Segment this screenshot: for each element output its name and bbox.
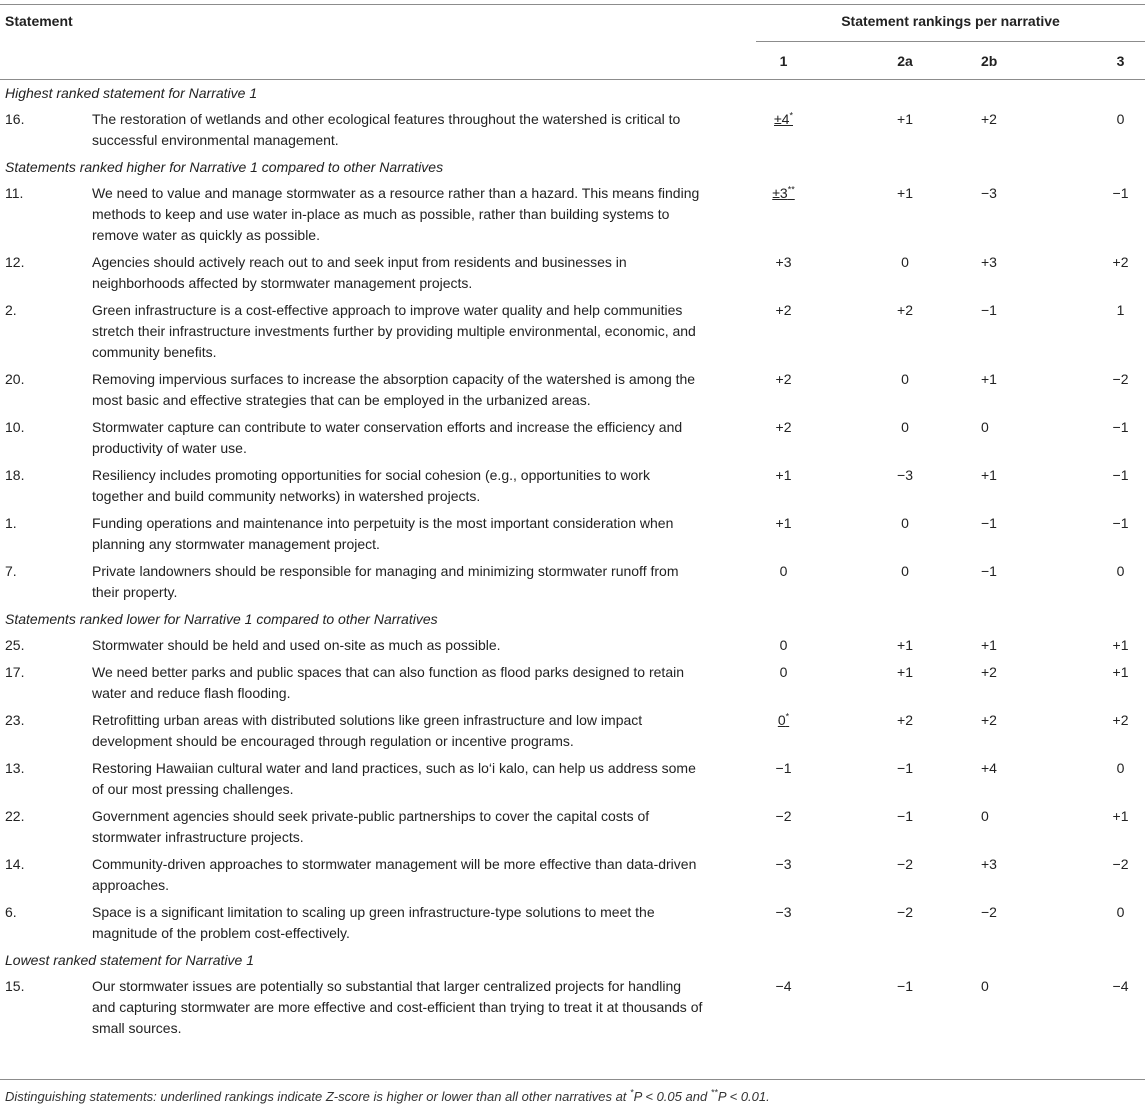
rank-narrative-1 xyxy=(756,462,811,510)
rank-narrative-2b: +1 xyxy=(981,467,997,483)
bottom-rule xyxy=(0,1079,1145,1080)
rank-narrative-3: −1 xyxy=(1112,467,1129,483)
rank-narrative-3: −2 xyxy=(1112,856,1129,872)
table-row xyxy=(0,106,1145,154)
statement-number: 1. xyxy=(5,515,17,531)
rank-narrative-2b: 0 xyxy=(981,419,989,435)
rank-narrative-1 xyxy=(756,803,811,851)
section-label: Lowest ranked statement for Narrative 1 xyxy=(5,951,255,968)
rank-narrative-1 xyxy=(756,297,811,366)
table-row xyxy=(0,851,1145,899)
rank-narrative-2b: 0 xyxy=(981,978,989,994)
rank-narrative-3: −2 xyxy=(1112,371,1129,387)
statement-number: 20. xyxy=(5,371,25,387)
rank-narrative-2a: −2 xyxy=(897,904,913,920)
statement-text: We need better parks and public spaces that can also function as flood parks designed to retain water and reduce flash flooding. xyxy=(92,664,684,701)
section-label: Highest ranked statement for Narrative 1 xyxy=(5,84,258,101)
statement-number: 14. xyxy=(5,856,25,872)
table-body xyxy=(0,80,1145,1042)
statement-text: We need to value and manage stormwater as a resource rather than a hazard. This means finding methods to keep and use water in-place as much as possible, rather than building systems to remove water as quickly as possible. xyxy=(92,185,700,243)
statement-number: 13. xyxy=(5,760,25,776)
statement-text: Resiliency includes promoting opportunities for social cohesion (e.g., opportunities to work together and build community networks) in watershed projects. xyxy=(92,467,650,504)
rank-narrative-2a: +1 xyxy=(897,111,913,127)
header-narrative-3: 3 xyxy=(1116,52,1125,69)
rank-value: +1 xyxy=(775,467,792,483)
rank-narrative-2b: −2 xyxy=(981,904,997,920)
header-rankings: Statement rankings per narrative xyxy=(841,12,1060,29)
statement-text: Community-driven approaches to stormwater management will be more effective than data-driven approaches. xyxy=(92,856,697,893)
section-row xyxy=(0,80,1145,106)
statement-number: 17. xyxy=(5,664,25,680)
rank-narrative-2a: −1 xyxy=(897,808,913,824)
statement-number: 2. xyxy=(5,302,17,318)
rank-narrative-2a: −1 xyxy=(897,978,913,994)
rank-narrative-2a: +1 xyxy=(897,664,913,680)
rank-narrative-1 xyxy=(756,106,811,154)
rank-value: +3 xyxy=(775,254,792,270)
statement-number: 12. xyxy=(5,254,25,270)
section-row xyxy=(0,154,1145,180)
distinguishing-rank xyxy=(774,111,793,127)
statement-number: 6. xyxy=(5,904,17,920)
statement-text: Space is a significant limitation to scaling up green infrastructure-type solutions to meet the magnitude of the problem cost-effectively. xyxy=(92,904,655,941)
rank-value: +2 xyxy=(775,419,792,435)
rank-value: 0 xyxy=(779,664,788,680)
statement-text: Removing impervious surfaces to increase the absorption capacity of the watershed is among the most basic and effective strategies that can be employed in the urbanized areas. xyxy=(92,371,696,408)
rank-narrative-3: −1 xyxy=(1112,515,1129,531)
section-row xyxy=(0,606,1145,632)
rank-narrative-1 xyxy=(756,510,811,558)
rank-narrative-1 xyxy=(756,755,811,803)
statement-number: 11. xyxy=(5,185,24,201)
statement-number: 22. xyxy=(5,808,25,824)
statement-text: Agencies should actively reach out to and seek input from residents and businesses in neighborhoods affected by stormwater management projects. xyxy=(92,254,627,291)
rank-narrative-2a: +1 xyxy=(897,185,913,201)
section-label: Statements ranked lower for Narrative 1 compared to other Narratives xyxy=(5,610,438,627)
table-row xyxy=(0,249,1145,297)
section-row xyxy=(0,947,1145,973)
rank-narrative-2b: −1 xyxy=(981,515,997,531)
footnote-text-a: Distinguishing statements: underlined rankings indicate Z-score is higher or lower than all other narratives at xyxy=(5,1089,631,1104)
statement-text: Government agencies should seek private-public partnerships to cover the capital costs of stormwater infrastructure projects. xyxy=(92,808,650,845)
statement-number: 10. xyxy=(5,419,25,435)
statement-text: Green infrastructure is a cost-effective approach to improve water quality and help communities stretch their infrastructure investments further by providing multiple environmental, economic, and community benefits. xyxy=(92,302,696,360)
table-row xyxy=(0,899,1145,947)
rank-narrative-2a: +2 xyxy=(897,302,913,318)
significance-marker: ** xyxy=(787,184,795,195)
footnote-sup-1: * xyxy=(630,1087,634,1098)
rank-narrative-1 xyxy=(756,632,811,659)
table-row xyxy=(0,659,1145,707)
statement-text: Retrofitting urban areas with distributed solutions like green infrastructure and low impact development should be encouraged through regulation or incentive programs. xyxy=(92,712,643,749)
table-row xyxy=(0,414,1145,462)
rank-narrative-2b: −3 xyxy=(981,185,997,201)
rank-value: +2 xyxy=(775,302,792,318)
statement-text: Funding operations and maintenance into perpetuity is the most important consideration when planning any stormwater management project. xyxy=(92,515,674,552)
rank-narrative-3: +1 xyxy=(1112,664,1129,680)
rank-narrative-3: +2 xyxy=(1112,254,1129,270)
statement-number: 15. xyxy=(5,978,25,994)
rank-narrative-2a: +1 xyxy=(897,637,913,653)
rank-value: +2 xyxy=(775,371,792,387)
rank-narrative-1 xyxy=(756,899,811,947)
statement-number: 25. xyxy=(5,637,25,653)
rank-narrative-3: +2 xyxy=(1112,712,1129,728)
statement-number: 23. xyxy=(5,712,25,728)
rank-narrative-2b: +2 xyxy=(981,712,997,728)
rank-value: 0 xyxy=(777,712,786,728)
table-row xyxy=(0,297,1145,366)
rank-narrative-2a: 0 xyxy=(901,419,909,435)
significance-marker: * xyxy=(785,711,790,722)
rank-narrative-2b: +3 xyxy=(981,254,997,270)
table-row xyxy=(0,180,1145,249)
rank-narrative-3: −4 xyxy=(1112,978,1129,994)
rank-value: ±3 xyxy=(772,185,788,201)
header-narrative-2a: 2a xyxy=(897,52,913,69)
statement-text: Our stormwater issues are potentially so substantial that larger centralized projects for handling and capturing stormwater are more effective and cost-efficient than trying to treat it at thousands of small sources. xyxy=(92,978,703,1036)
table-row xyxy=(0,632,1145,659)
table-row xyxy=(0,973,1145,1042)
rank-narrative-2a: −2 xyxy=(897,856,913,872)
footnote xyxy=(5,1089,770,1104)
rank-narrative-2a: 0 xyxy=(901,515,909,531)
rank-narrative-1 xyxy=(756,249,811,297)
rank-narrative-3: −1 xyxy=(1112,419,1129,435)
rank-narrative-3: −1 xyxy=(1112,185,1129,201)
table-row xyxy=(0,755,1145,803)
header-narrative-2b: 2b xyxy=(981,52,998,69)
table-row xyxy=(0,366,1145,414)
rank-narrative-2b: 0 xyxy=(981,808,989,824)
statement-text: Private landowners should be responsible for managing and minimizing stormwater runoff from their property. xyxy=(92,563,679,600)
rank-narrative-1 xyxy=(756,180,811,249)
rank-narrative-3: 0 xyxy=(1116,563,1125,579)
rank-narrative-2a: −3 xyxy=(897,467,913,483)
statement-text: Restoring Hawaiian cultural water and land practices, such as lo‘i kalo, can help us address some of our most pressing challenges. xyxy=(92,760,696,797)
rank-narrative-2a: 0 xyxy=(901,371,909,387)
rank-value: −3 xyxy=(775,856,792,872)
distinguishing-rank xyxy=(778,712,789,728)
table-row xyxy=(0,558,1145,606)
rank-narrative-3: 0 xyxy=(1116,904,1125,920)
rank-narrative-3: 0 xyxy=(1116,111,1125,127)
rank-narrative-2b: +2 xyxy=(981,111,997,127)
rank-narrative-3: +1 xyxy=(1112,637,1129,653)
rank-narrative-1 xyxy=(756,558,811,606)
rank-narrative-1 xyxy=(756,366,811,414)
rank-narrative-2b: −1 xyxy=(981,302,997,318)
distinguishing-rank xyxy=(772,185,795,201)
statement-number: 16. xyxy=(5,111,25,127)
statement-text: Stormwater capture can contribute to water conservation efforts and increase the efficiency and productivity of water use. xyxy=(92,419,683,456)
statement-number: 7. xyxy=(5,563,17,579)
rank-narrative-2a: +2 xyxy=(897,712,913,728)
statement-number: 18. xyxy=(5,467,25,483)
rank-narrative-2b: +3 xyxy=(981,856,997,872)
rank-value: 0 xyxy=(779,637,788,653)
rank-value: ±4 xyxy=(774,111,790,127)
rank-narrative-1 xyxy=(756,707,811,755)
rank-narrative-3: 1 xyxy=(1116,302,1125,318)
footnote-text-b: P < 0.05 and xyxy=(633,1089,711,1104)
rank-value: −3 xyxy=(775,904,792,920)
section-label: Statements ranked higher for Narrative 1 compared to other Narratives xyxy=(5,158,444,175)
rank-value: −2 xyxy=(775,808,792,824)
table-row xyxy=(0,462,1145,510)
footnote-text-c: P < 0.01. xyxy=(717,1089,770,1104)
footnote-sup-2: ** xyxy=(710,1087,718,1098)
rank-narrative-1 xyxy=(756,659,811,707)
rank-narrative-2b: +1 xyxy=(981,637,997,653)
rank-narrative-1 xyxy=(756,851,811,899)
rank-narrative-2b: +2 xyxy=(981,664,997,680)
rank-narrative-2a: −1 xyxy=(897,760,913,776)
rank-value: 0 xyxy=(779,563,788,579)
rank-narrative-2a: 0 xyxy=(901,563,909,579)
significance-marker: * xyxy=(789,110,793,121)
rank-narrative-2a: 0 xyxy=(901,254,909,270)
rank-narrative-1 xyxy=(756,414,811,462)
header-narrative-1: 1 xyxy=(779,52,788,69)
rank-narrative-1 xyxy=(756,973,811,1042)
rank-narrative-2b: −1 xyxy=(981,563,997,579)
table-row xyxy=(0,803,1145,851)
statement-text: The restoration of wetlands and other ecological features throughout the watershed is critical to successful environmental management. xyxy=(92,111,681,148)
rank-narrative-3: 0 xyxy=(1116,760,1125,776)
rank-narrative-2b: +1 xyxy=(981,371,997,387)
rank-value: −1 xyxy=(775,760,792,776)
table-row xyxy=(0,707,1145,755)
rank-narrative-2b: +4 xyxy=(981,760,997,776)
rank-value: +1 xyxy=(775,515,792,531)
header-statement: Statement xyxy=(5,12,73,29)
rank-value: −4 xyxy=(775,978,792,994)
statement-text: Stormwater should be held and used on-site as much as possible. xyxy=(92,637,501,653)
rank-narrative-3: +1 xyxy=(1112,808,1129,824)
table-row xyxy=(0,510,1145,558)
